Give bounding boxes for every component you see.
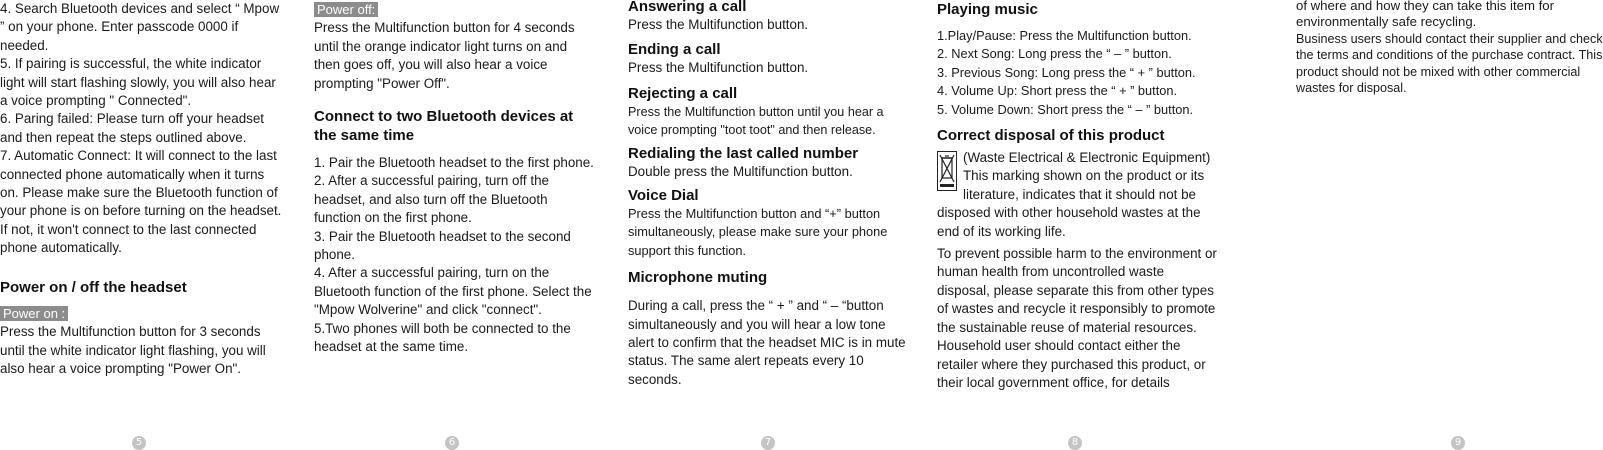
column-page-5 <box>0 0 282 378</box>
music-item-1: 1.Play/Pause: Press the Multifunction button. <box>937 28 1192 43</box>
answer-text: Press the Multifunction button. <box>628 17 809 32</box>
page-number-9: 9 <box>1451 436 1465 450</box>
answer-heading: Answering a call <box>628 0 747 15</box>
voice-dial-heading: Voice Dial <box>628 187 699 205</box>
music-item-2: 2. Next Song: Long press the “ – ” button. <box>937 46 1172 62</box>
power-heading: Power on / off the headset <box>0 278 187 296</box>
pairing-step-5: 5. If pairing is successful, the white indicator light will start flashing slowly, you will also hear a voice prompting " Connected". <box>0 56 276 109</box>
music-item-4: 4. Volume Up: Short press the “ + ” button. <box>937 83 1178 99</box>
end-call-heading: Ending a call <box>628 41 721 59</box>
redial-heading: Redialing the last called number <box>628 144 859 162</box>
disposal-text-3: Household user should contact either the retailer where they purchased this product, or their local government office, for details <box>937 338 1206 390</box>
pairing-step-4: 4. Search Bluetooth devices and select “ Mpow ” on your phone. Enter passcode 0000 if needed. <box>0 1 280 53</box>
business-users-text: Business users should contact their supplier and check the terms and conditions of the purchase contract. This product should not be mixed with other commercial wastes for disposal. <box>1296 31 1603 96</box>
page-number-7: 7 <box>761 436 775 450</box>
voice-dial-text: Press the Multifunction button and “+” button simultaneously, please make sure your phone support this function. <box>628 206 888 258</box>
weee-bin-icon <box>937 151 957 191</box>
recycling-text: of where and how they can take this item for environmentally safe recycling. <box>1296 0 1555 30</box>
reject-text: Press the Multifunction button until you hear a voice prompting "toot toot" and then release. <box>628 104 884 138</box>
page-number-5: 5 <box>132 436 146 450</box>
disposal-text-1: (Waste Electrical & Electronic Equipment) This marking shown on the product or its literature, indicates that it should not be disposed with other household wastes at the end of its working life. <box>937 150 1211 239</box>
power-off-text: Press the Multifunction button for 4 seconds until the orange indicator light turns on and then goes off, you will also hear a voice prompting "Power Off". <box>314 20 575 91</box>
two-devices-step-3: 3. Pair the Bluetooth headset to the second phone. <box>314 228 571 263</box>
end-call-text: Press the Multifunction button. <box>628 60 809 76</box>
two-devices-heading: Connect to two Bluetooth devices at the same time <box>314 108 574 145</box>
column-page-8 <box>937 0 1219 392</box>
column-page-7 <box>628 0 912 389</box>
two-devices-step-5: 5.Two phones will both be connected to the headset at the same time. <box>314 320 571 355</box>
reject-heading: Rejecting a call <box>628 84 738 102</box>
disposal-heading: Correct disposal of this product <box>937 127 1165 145</box>
mute-text: During a call, press the “ + ” and “ – “button simultaneously and you will hear a low tone alert to confirm that the headset MIC is in mute status. The same alert repeats every 10 seconds. <box>628 298 906 387</box>
redial-text: Double press the Multifunction button. <box>628 163 853 179</box>
mute-heading: Microphone muting <box>628 269 768 287</box>
music-item-3: 3. Previous Song: Long press the “ + ” button. <box>937 64 1196 80</box>
power-on-text: Press the Multifunction button for 3 seconds until the white indicator light flashing, you will also hear a voice prompting "Power On". <box>0 324 266 376</box>
disposal-text-2: To prevent possible harm to the environment or human health from uncontrolled waste disposal, please separate this from other types of wastes and recycle it responsibly to promote the sustainable reuse of material resources. <box>937 246 1217 335</box>
page-number-6: 6 <box>445 436 459 450</box>
two-devices-step-1: 1. Pair the Bluetooth headset to the first phone. <box>314 155 594 171</box>
two-devices-step-4: 4. After a successful pairing, turn on the Bluetooth function of the first phone. Select the "Mpow Wolverine" and click "connect". <box>314 265 592 318</box>
column-page-6 <box>314 0 596 357</box>
two-devices-step-2: 2. After a successful pairing, turn off the headset, and also turn off the Bluetooth function on the first phone. <box>314 173 549 226</box>
column-page-9 <box>1296 0 1603 96</box>
power-off-tag: Power off: <box>314 2 378 17</box>
music-heading: Playing music <box>937 1 1038 18</box>
page-number-8: 8 <box>1068 436 1082 450</box>
pairing-step-6: 6. Paring failed: Please turn off your headset and then repeat the steps outlined above. <box>0 111 265 145</box>
pairing-step-7: 7. Automatic Connect: It will connect to the last connected phone automatically when it turns on. Please make sure the Bluetooth function of your phone is on before turning on the headset. If not, it won't connect to the last connected phone automatically. <box>0 148 282 256</box>
power-on-tag: Power on : <box>0 306 68 321</box>
music-item-5: 5. Volume Down: Short press the “ – ” button. <box>937 101 1194 117</box>
